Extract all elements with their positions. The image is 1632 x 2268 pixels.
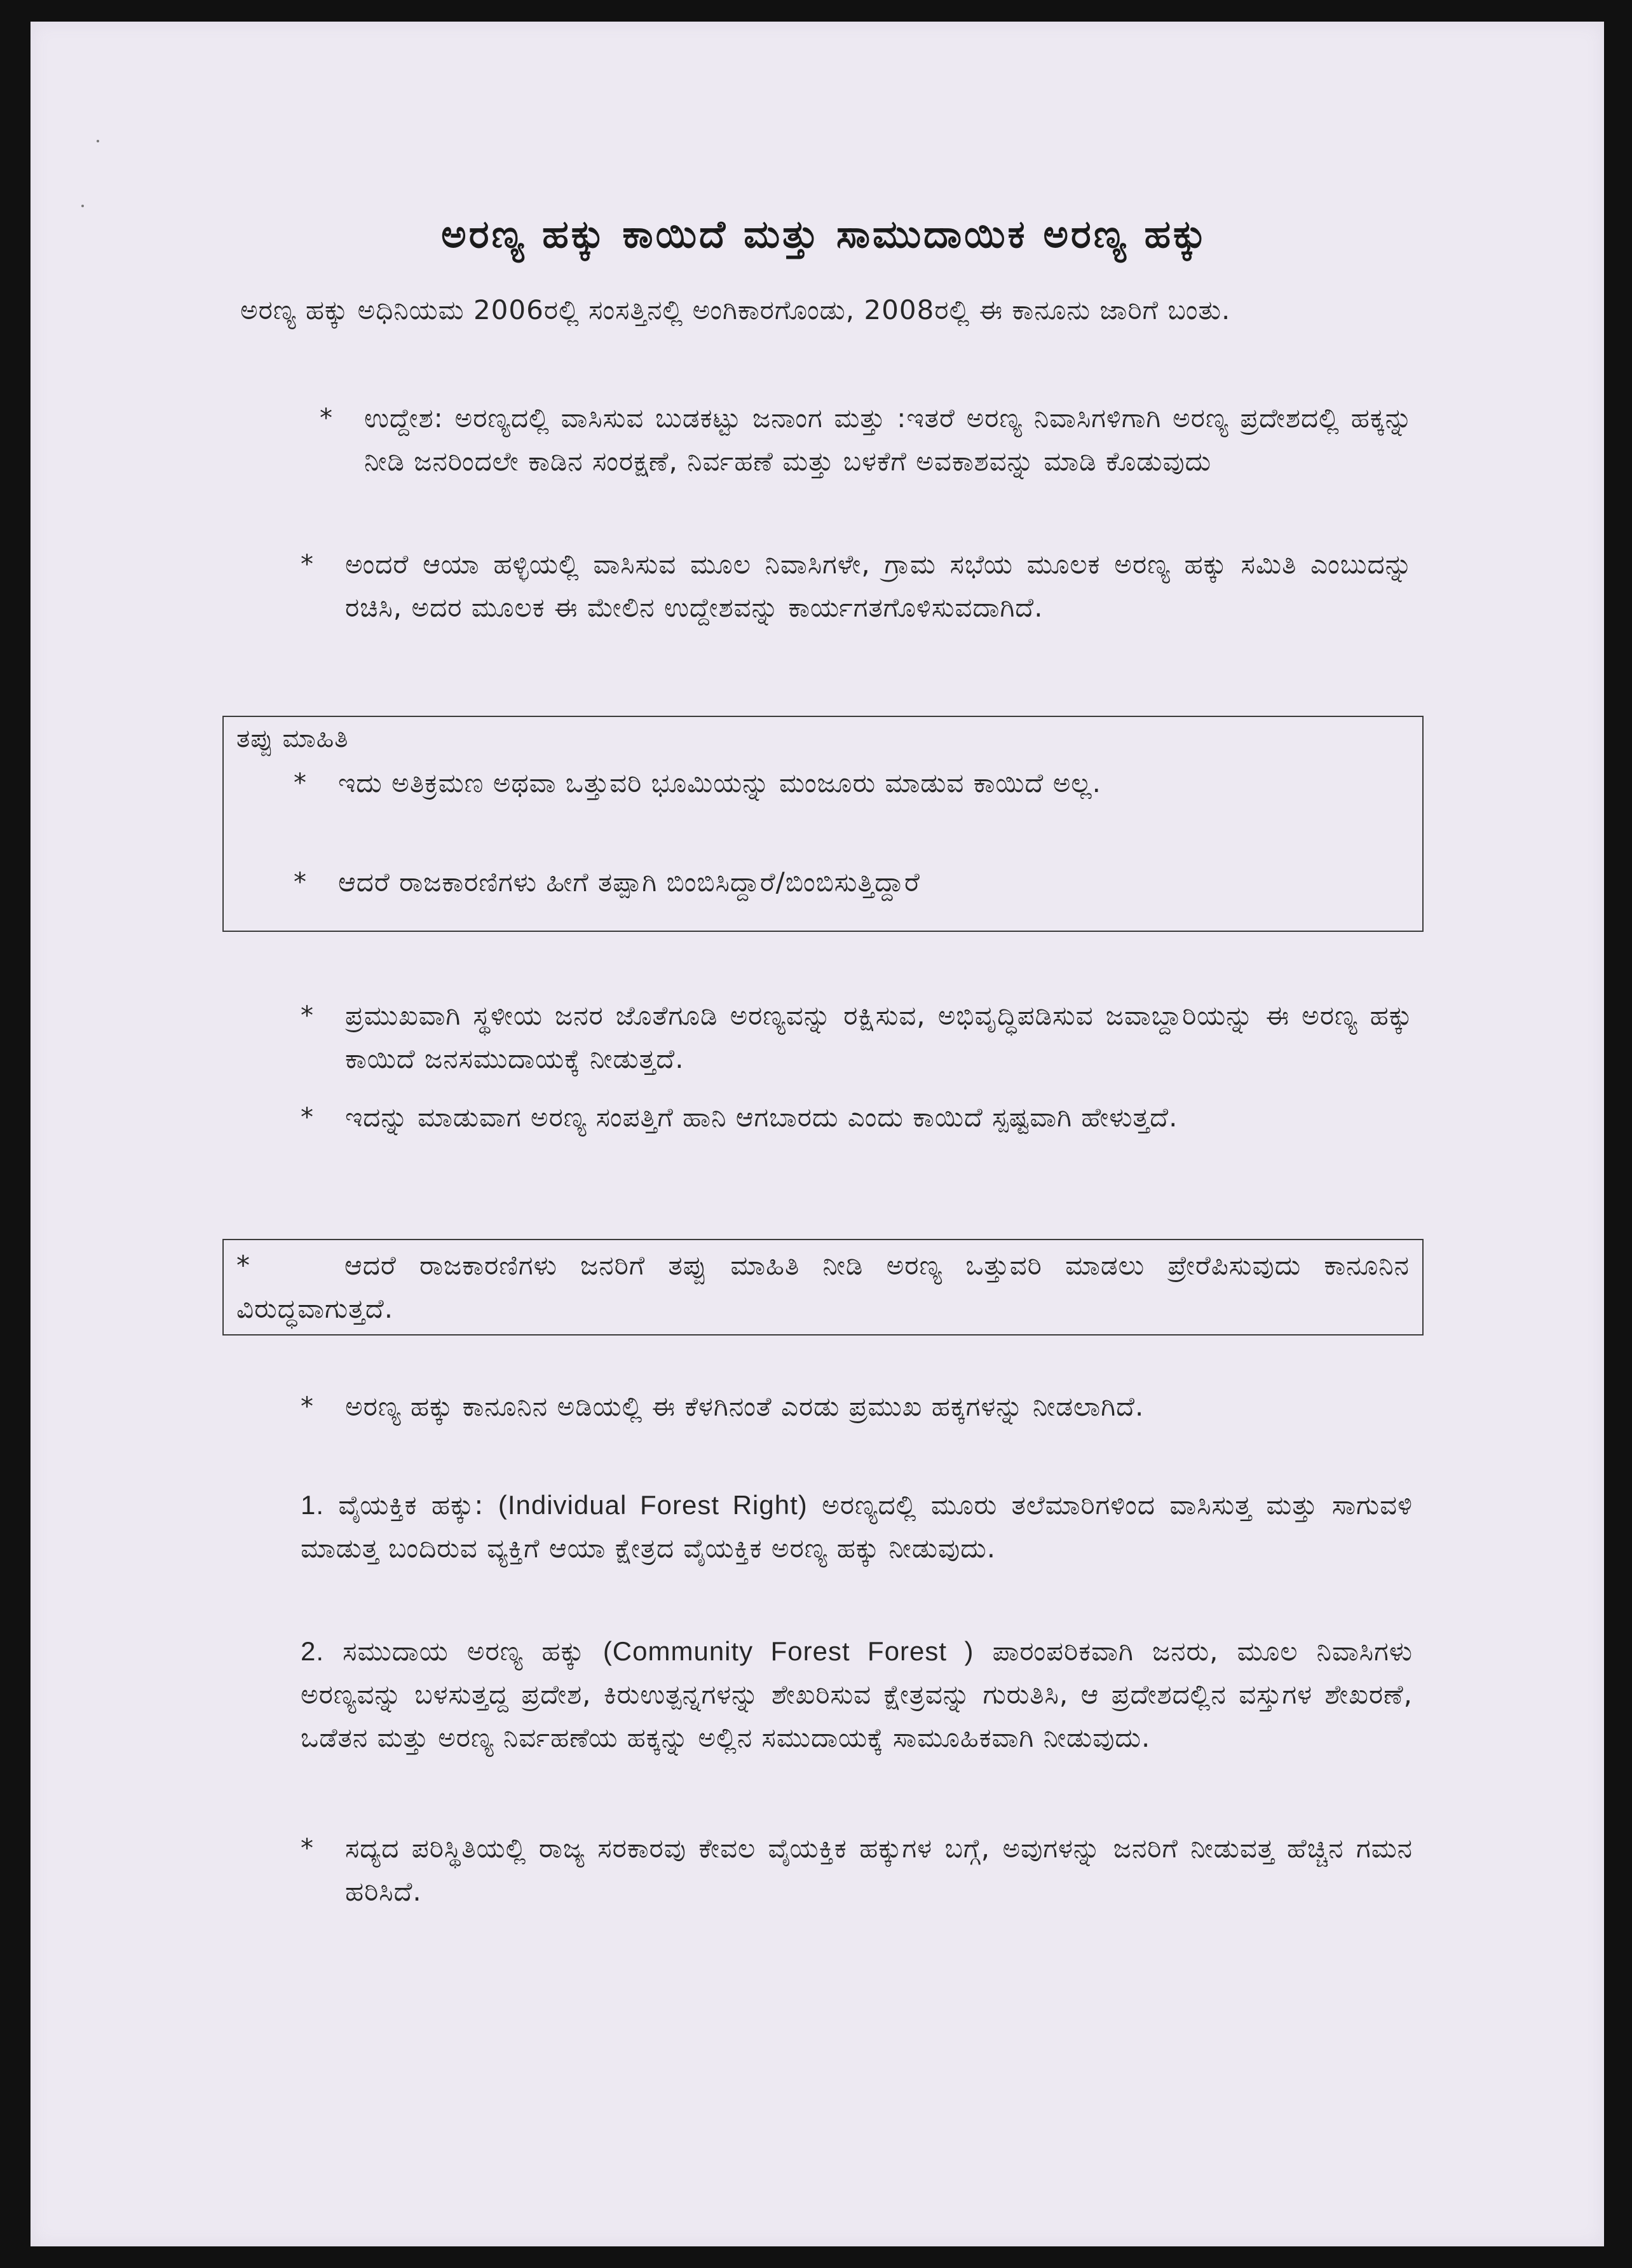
warning-text-block bbox=[236, 1244, 1410, 1330]
paper-speck bbox=[81, 205, 84, 207]
bullet-marker: * bbox=[301, 550, 313, 579]
bullet-text: ಪ್ರಮುಖವಾಗಿ ಸ್ಥಳೀಯ ಜನರ ಜೊತೆಗೂಡಿ ಅರಣ್ಯವನ್ನು ರಕ್ಷಿಸುವ, ಅಭಿವೃದ್ಧಿಪಡಿಸುವ ಜವಾಬ್ದಾರಿಯನ್ನು ಈ ಅರಣ್ಯ ಹಕ್ಕು ಕಾಯಿದೆ ಜನಸಮುದಾಯಕ್ಕೆ ನೀಡುತ್ತದೆ. bbox=[345, 1000, 1413, 1074]
paper-speck bbox=[97, 140, 99, 142]
bullet-no-harm bbox=[301, 1096, 1413, 1139]
bullet-marker: * bbox=[301, 1001, 313, 1030]
warning-text: ಆದರೆ ರಾಜಕಾರಣಿಗಳು ಜನರಿಗೆ ತಪ್ಪು ಮಾಹಿತಿ ನೀಡಿ ಅರಣ್ಯ ಒತ್ತುವರಿ ಮಾಡಲು ಪ್ರೇರೆಪಿಸುವುದು ಕಾನೂನಿನ ವಿರುದ್ಧವಾಗುತ್ತದೆ. bbox=[236, 1250, 1410, 1324]
community-right-paragraph bbox=[301, 1630, 1413, 1759]
bullet-text: ಆದರೆ ರಾಜಕಾರಣಿಗಳು ಹೀಗೆ ತಪ್ಪಾಗಿ ಬಿಂಬಿಸಿದ್ದಾರೆ/ಬಿಂಬಿಸುತ್ತಿದ್ದಾರೆ bbox=[338, 866, 920, 898]
individual-right-paragraph bbox=[301, 1484, 1413, 1570]
bullet-current-situation bbox=[301, 1827, 1413, 1913]
right-description: ಪಾರಂಪರಿಕವಾಗಿ ಜನರು, ಮೂಲ ನಿವಾಸಿಗಳು ಅರಣ್ಯವನ್ನು ಬಳಸುತ್ತದ್ದ ಪ್ರದೇಶ, ಕಿರುಉತ್ಪನ್ನಗಳನ್ನು ಶೇಖರಿಸುವ ಕ್ಷೇತ್ರವನ್ನು ಗುರುತಿಸಿ, ಆ ಪ್ರದೇಶದಲ್ಲಿನ ವಸ್ತುಗಳ ಶೇಖರಣೆ, ಒಡೆತನ ಮತ್ತು ಅರಣ್ಯ ನಿರ್ವಹಣೆಯ ಹಕ್ಕನ್ನು ಅಲ್ಲಿನ ಸಮುದಾಯಕ್ಕೆ ಸಾಮೂಹಿಕವಾಗಿ ನೀಡುವುದು. bbox=[301, 1636, 1413, 1753]
right-english-name: (Individual Forest Right) bbox=[498, 1490, 808, 1520]
bullet-marker: * bbox=[294, 868, 306, 897]
document-title: ಅರಣ್ಯ ಹಕ್ಕು ಕಾಯಿದೆ ಮತ್ತು ಸಾಮುದಾಯಿಕ ಅರಣ್ಯ ಹಕ್ಕು bbox=[441, 212, 1209, 257]
bullet-committee bbox=[301, 543, 1413, 629]
bullet-text: ಇದನ್ನು ಮಾಡುವಾಗ ಅರಣ್ಯ ಸಂಪತ್ತಿಗೆ ಹಾನಿ ಆಗಬಾರದು ಎಂದು ಕಾಯಿದೆ ಸ್ಪಷ್ಟವಾಗಿ ಹೇಳುತ್ತದೆ. bbox=[345, 1102, 1178, 1133]
right-name: ವೈಯಕ್ತಿಕ ಹಕ್ಕು: bbox=[338, 1489, 484, 1520]
bullet-responsibility bbox=[301, 994, 1413, 1081]
right-number: 1. bbox=[301, 1490, 325, 1520]
right-number: 2. bbox=[301, 1636, 325, 1666]
right-name: ಸಮುದಾಯ ಅರಣ್ಯ ಹಕ್ಕು bbox=[343, 1636, 585, 1667]
right-description: ಅರಣ್ಯದಲ್ಲಿ ಮೂರು ತಲೆಮಾರಿಗಳಿಂದ ವಾಸಿಸುತ್ತ ಮತ್ತು ಸಾಗುವಳಿ ಮಾಡುತ್ತ ಬಂದಿರುವ ವ್ಯಕ್ತಿಗೆ ಆಯಾ ಕ್ಷೇತ್ರದ ವೈಯಕ್ತಿಕ ಅರಣ್ಯ ಹಕ್ಕು ನೀಡುವುದು. bbox=[301, 1489, 1413, 1564]
bullet-purpose bbox=[320, 397, 1413, 483]
bullet-text: ಸದ್ಯದ ಪರಿಸ್ಥಿತಿಯಲ್ಲಿ ರಾಜ್ಯ ಸರಕಾರವು ಕೇವಲ ವೈಯಕ್ತಿಕ ಹಕ್ಕುಗಳ ಬಗ್ಗೆ, ಅವುಗಳನ್ನು ಜನರಿಗೆ ನೀಡುವತ್ತ ಹೆಚ್ಚಿನ ಗಮನ ಹರಿಸಿದೆ. bbox=[345, 1833, 1413, 1907]
bullet-text: ಇದು ಅತಿಕ್ರಮಣ ಅಥವಾ ಒತ್ತುವರಿ ಭೂಮಿಯನ್ನು ಮಂಜೂರು ಮಾಡುವ ಕಾಯಿದೆ ಅಲ್ಲ. bbox=[338, 767, 1101, 798]
misinformation-box bbox=[222, 716, 1424, 932]
bullet-marker: * bbox=[236, 1250, 250, 1281]
bullet-two-rights bbox=[301, 1385, 1413, 1428]
bullet-marker: * bbox=[294, 769, 306, 798]
misinformation-item bbox=[294, 861, 1399, 904]
intro-paragraph: ಅರಣ್ಯ ಹಕ್ಕು ಅಧಿನಿಯಮ 2006ರಲ್ಲಿ ಸಂಸತ್ತಿನಲ್ಲಿ ಅಂಗಿಕಾರಗೊಂಡು, 2008ರಲ್ಲಿ ಈ ಕಾನೂನು ಜಾರಿಗೆ ಬಂತು. bbox=[240, 294, 1231, 325]
bullet-marker: * bbox=[301, 1103, 313, 1132]
bullet-marker: * bbox=[301, 1834, 313, 1863]
misinformation-item bbox=[294, 762, 1399, 805]
right-english-name: (Community Forest Forest ) bbox=[602, 1636, 974, 1666]
paper-sheet bbox=[31, 22, 1604, 2246]
bullet-text: ಅರಣ್ಯ ಹಕ್ಕು ಕಾನೂನಿನ ಅಡಿಯಲ್ಲಿ ಈ ಕೆಳಗಿನಂತೆ ಎರಡು ಪ್ರಮುಖ ಹಕ್ಕಗಳನ್ನು ನೀಡಲಾಗಿದೆ. bbox=[345, 1391, 1145, 1422]
misinformation-heading: ತಪ್ಪು ಮಾಹಿತಿ bbox=[236, 724, 349, 753]
bullet-marker: * bbox=[301, 1392, 313, 1421]
bullet-text: ಅಂದರೆ ಆಯಾ ಹಳ್ಳಿಯಲ್ಲಿ ವಾಸಿಸುವ ಮೂಲ ನಿವಾಸಿಗಳೇ, ಗ್ರಾಮ ಸಭೆಯ ಮೂಲಕ ಅರಣ್ಯ ಹಕ್ಕು ಸಮಿತಿ ಎಂಬುದನ್ನು ರಚಿಸಿ, ಅದರ ಮೂಲಕ ಈ ಮೇಲಿನ ಉದ್ದೇಶವನ್ನು ಕಾರ್ಯಗತಗೊಳಿಸುವದಾಗಿದೆ. bbox=[345, 549, 1413, 623]
warning-box bbox=[222, 1239, 1424, 1336]
bullet-marker: * bbox=[320, 404, 332, 433]
bullet-text: ಉದ್ದೇಶ: ಅರಣ್ಯದಲ್ಲಿ ವಾಸಿಸುವ ಬುಡಕಟ್ಟು ಜನಾಂಗ ಮತ್ತು :ಇತರೆ ಅರಣ್ಯ ನಿವಾಸಿಗಳಿಗಾಗಿ ಅರಣ್ಯ ಪ್ರದೇಶದಲ್ಲಿ ಹಕ್ಕನ್ನು ನೀಡಿ ಜನರಿಂದಲೇ ಕಾಡಿನ ಸಂರಕ್ಷಣೆ, ನಿರ್ವಹಣೆ ಮತ್ತು ಬಳಕೆಗೆ ಅವಕಾಶವನ್ನು ಮಾಡಿ ಕೊಡುವುದು bbox=[364, 402, 1413, 477]
